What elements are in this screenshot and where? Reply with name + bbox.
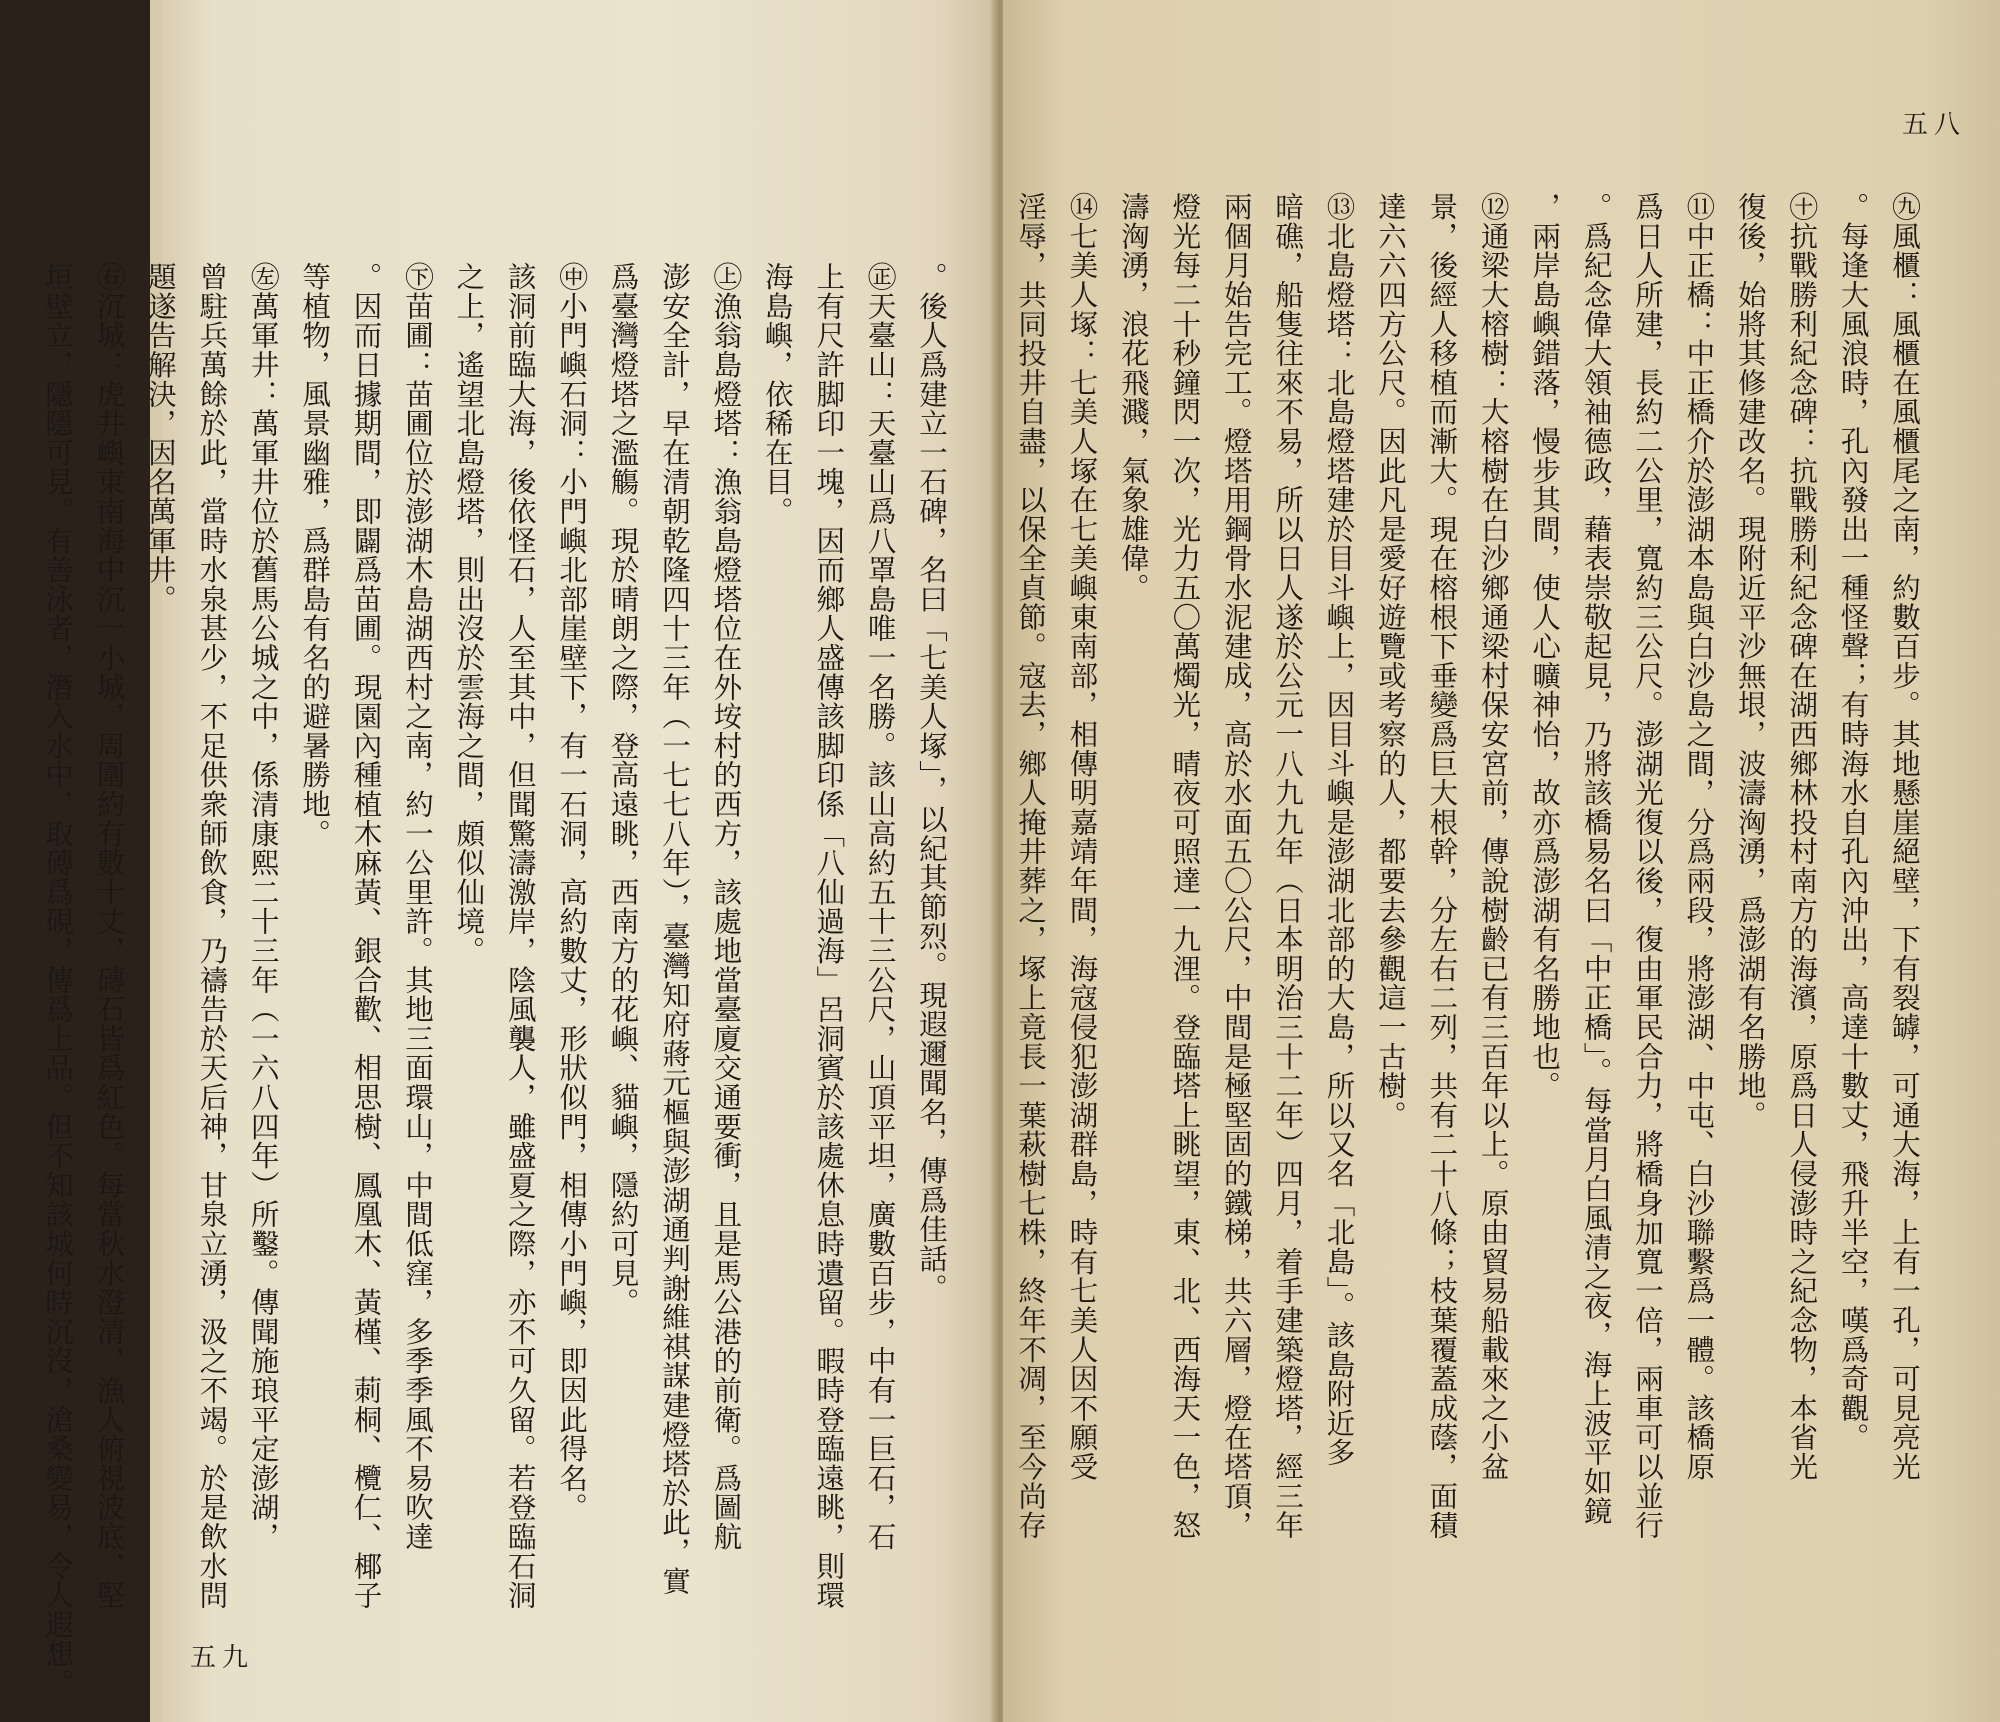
text-column: 該洞前臨大海，後依怪石，人至其中，但聞驚濤激岸，陰風襲人，雖盛夏之際，亦不可久留。若登臨石洞	[503, 262, 537, 1610]
page-number-left: 五九	[190, 1643, 255, 1673]
text-column: 澎安全計，早在清朝乾隆四十三年（一七七八年），臺灣知府蔣元樞與澎湖通判謝維祺謀建燈塔於此，實	[657, 262, 691, 1596]
text-column: ㊥小門嶼石洞：小門嶼北部崖壁下，有一石洞，高約數丈，形狀似門，相傳小門嶼，即因此得名。	[555, 262, 589, 1522]
text-column: ⑬北島燈塔：北島燈塔建於目斗嶼上，因目斗嶼是澎湖北部的大島，所以又名「北島」。該島附近多	[1322, 192, 1356, 1467]
text-column: ⑪中正橋：中正橋介於澎湖本島與白沙島之間，分爲兩段，將澎湖、中屯、白沙聯繫爲一體。該橋原	[1682, 192, 1716, 1482]
text-column: 復後，始將其修建改名。現附近平沙無垠，波濤洶湧，爲澎湖有名勝地。	[1733, 192, 1767, 1130]
text-column: 。因而日據期間，即闢爲苗圃。現園內種植木麻黃、銀合歡、相思樹、鳳凰木、黃槿、莿桐、欖仁、椰子	[349, 262, 383, 1610]
text-column: ㊦苗圃：苗圃位於澎湖木島湖西村之南，約一公里許。其地三面環山，中間低窪，多季季風不易吹達	[400, 262, 434, 1552]
text-column: 上有尺許脚印一塊，因而鄉人盛傳該脚印係「八仙過海」呂洞賓於該處休息時遺留。暇時登臨遠眺，則環	[812, 262, 846, 1610]
text-column: 垣壁立，隱隱可見。有善泳者，潛入水中，取磚爲硯，傳爲上品。但不知該城何時沉沒，滄桑變易，令人遐想。	[41, 262, 75, 1698]
text-column: ㊈風櫃：風櫃在風櫃尾之南，約數百步。其地懸崖絕壁，下有裂罅，可通大海，上有一孔，可見亮光	[1888, 192, 1921, 1482]
text-column: 淫辱，共同投井自盡，以保全貞節。寇去，鄉人掩井葬之，塚上竟長一葉萩樹七株，終年不凋，至今尚存	[1014, 192, 1048, 1540]
text-column: 達六六四方公尺。因此凡是愛好遊覽或考察的人，都要去參觀這一古樹。	[1373, 192, 1407, 1130]
text-column: 等植物，風景幽雅，爲群島有名的避暑勝地。	[298, 262, 332, 848]
text-column: ㊨沉城：虎井嶼東南海中沉一小城，周圍約有數十丈，磚石皆爲紅色。每當秋水澄清，漁人俯視波底，堅	[92, 262, 126, 1610]
text-column: ⑭七美人塚：七美人塚在七美嶼東南部，相傳明嘉靖年間，海寇侵犯澎湖群島，時有七美人因不願受	[1065, 192, 1099, 1482]
text-column: 。後人爲建立一石碑，名曰「七美人塚」，以紀其節烈。現遐邇聞名，傳爲佳話。	[915, 262, 948, 1303]
text-column: ㊣天臺山：天臺山爲八罩島唯一名勝。該山高約五十三公尺，山頂平坦，廣數百步，中有一巨石，石	[863, 262, 897, 1552]
text-column: ㊧萬軍井：萬軍井位於舊馬公城之中，係清康熙二十三年（一六八四年）所鑿。傳聞施琅平定澎湖，	[246, 262, 280, 1552]
text-column: 景，後經人移植而漸大。現在榕根下垂變爲巨大根幹，分左右二列，共有二十八條；枝葉覆蓋成蔭，面積	[1425, 192, 1459, 1540]
text-column: ㊉抗戰勝利紀念碑：抗戰勝利紀念碑在湖西鄉林投村南方的海濱，原爲日人侵澎時之紀念物，本省光	[1785, 192, 1819, 1482]
text-column: 爲臺灣燈塔之濫觴。現於晴朗之際，登高遠眺，西南方的花嶼、貓嶼，隱約可見。	[606, 262, 640, 1317]
text-column: 兩個月始告完工。燈塔用鋼骨水泥建成，高於水面五〇公尺，中間是極堅固的鐵梯，共六層，燈在塔頂，	[1219, 192, 1253, 1540]
text-column: ⑫通梁大榕樹：大榕樹在白沙鄉通梁村保安宮前，傳說樹齡已有三百年以上。原由貿易船載來之小盆	[1476, 192, 1510, 1482]
right-page	[1003, 0, 2000, 1722]
text-column: 爲日人所建，長約二公里，寬約三公尺。澎湖光復以後，復由軍民合力，將橋身加寬一倍，兩車可以並行	[1630, 192, 1664, 1540]
text-column: 曾駐兵萬餘於此，當時水泉甚少，不足供衆師飲食，乃禱告於天后神，甘泉立湧，汲之不竭。於是飲水問	[195, 262, 229, 1610]
text-column: 海島嶼，依稀在目。	[760, 262, 794, 526]
text-column: ，兩岸島嶼錯落，慢步其間，使人心曠神怡，故亦爲澎湖有名勝地也。	[1528, 192, 1562, 1101]
text-column: 之上，遙望北島燈塔，則出沒於雲海之間，頗似仙境。	[452, 262, 486, 966]
text-column: 燈光每二十秒鐘閃一次，光力五〇萬燭光，晴夜可照達一九浬。登臨塔上眺望，東、北、西海天一色，怒	[1168, 192, 1202, 1540]
text-column: ㊤漁翁島燈塔：漁翁島燈塔位在外垵村的西方，該處地當臺廈交通要衝，且是馬公港的前衛。爲圖航	[709, 262, 743, 1552]
text-column: 。爲紀念偉大領袖德政，藉表崇敬起見，乃將該橋易名曰「中正橋」。每當月白風清之夜，海上波平如鏡	[1579, 192, 1613, 1526]
page-number-right: 五八	[1901, 110, 1966, 140]
text-column: 暗礁，船隻往來不易，所以日人遂於公元一八九九年（日本明治三十二年）四月，着手建築燈塔，經三年	[1271, 192, 1305, 1540]
text-column: 。每逢大風浪時，孔內發出一種怪聲；有時海水自孔內沖出，高達十數丈，飛升半空，嘆爲奇觀。	[1836, 192, 1870, 1452]
text-column: 題遂告解決，因名萬軍井。	[143, 262, 177, 614]
right-page-body	[1005, 192, 1930, 1592]
text-column: 濤洶湧，浪花飛濺，氣象雄偉。	[1116, 192, 1150, 603]
left-page	[41, 0, 997, 1722]
